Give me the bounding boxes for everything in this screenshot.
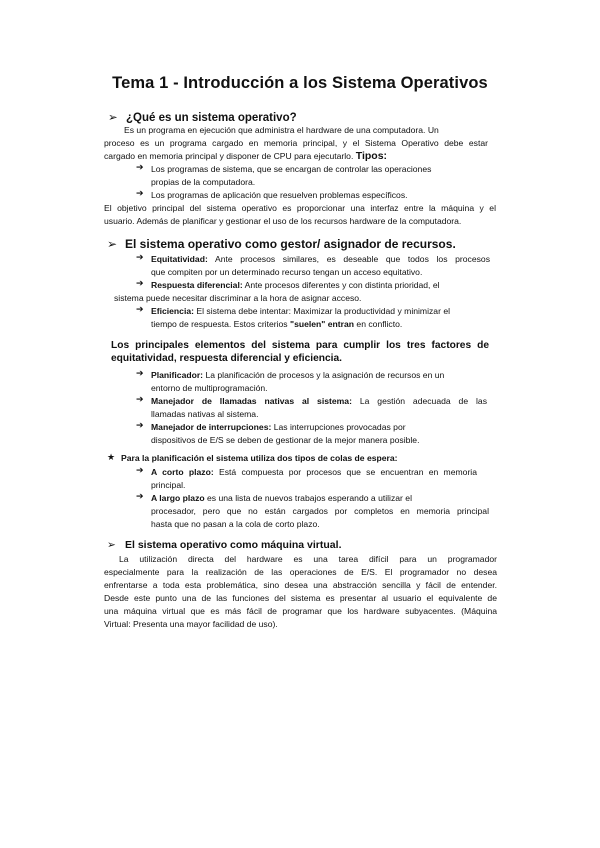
- queue-text: Está compuesta por procesos que se encuentran en memoria: [218, 467, 477, 477]
- criterion-text: Ante procesos diferentes y con distinta prioridad, el: [244, 280, 440, 290]
- section5-line: Virtual: Presenta una mayor facilidad de uso).: [104, 619, 278, 629]
- section1-line: proceso es un programa cargado en memoria principal, y el Sistema Operativo debe estar: [104, 138, 488, 148]
- queue-item: [151, 492, 412, 505]
- section1-line-text: cargado en memoria principal y disponer de CPU para ejecutarlo.: [104, 151, 354, 161]
- arrow-bullet-icon: ➔: [136, 278, 144, 288]
- section5-line: Desde este punto una de las funciones del sistema es presentar al usuario el equivalente de: [104, 593, 497, 603]
- quoted-emphasis: "suelen" entran: [290, 319, 355, 329]
- queue-continuation: hasta que no pasan a la cola de corto plazo.: [151, 519, 320, 529]
- arrow-bullet-icon: ➔: [136, 394, 144, 404]
- element-item: [151, 395, 487, 408]
- tipos-bullet: Los programas de sistema, que se encargan de controlar las operaciones: [151, 164, 432, 174]
- element-item: [151, 369, 444, 382]
- arrowhead-bullet-icon: ➢: [107, 237, 118, 251]
- element-continuation: dispositivos de E/S se deben de gestionar de la mejor manera posible.: [151, 435, 420, 445]
- arrow-bullet-icon: ➔: [136, 491, 144, 501]
- criterion-text: Ante procesos similares, es deseable que todos los procesos: [214, 254, 490, 264]
- document-title: Tema 1 - Introducción a los Sistema Operativos: [112, 74, 488, 92]
- queue-continuation: procesador, pero que no están cargados por completos en memoria principal: [151, 506, 489, 516]
- queue-label: A corto plazo:: [151, 467, 214, 477]
- tipos-bullet: Los programas de aplicación que resuelven problemas específicos.: [151, 190, 408, 200]
- star-bullet-icon: ★: [107, 452, 116, 462]
- section5-line: enfrentarse a toda esta problemática, sino desea una abstracción sencilla y fácil de entender.: [104, 580, 497, 590]
- element-text: Las interrupciones provocadas por: [273, 422, 406, 432]
- criterion-label: Equitatividad:: [151, 254, 208, 264]
- criterion-label: Eficiencia:: [151, 306, 194, 316]
- arrow-bullet-icon: ➔: [136, 420, 144, 430]
- element-label: Planificador:: [151, 370, 204, 380]
- section5-heading-text: El sistema operativo como máquina virtual.: [125, 539, 342, 551]
- arrow-bullet-icon: ➔: [136, 304, 144, 314]
- queue-text: es una lista de nuevos trabajos esperando a utilizar el: [207, 493, 412, 503]
- section5-heading: [107, 539, 341, 551]
- section1-line: [104, 150, 387, 163]
- criterion-item: [151, 279, 440, 292]
- criterion-item: [151, 305, 450, 318]
- section5-line: especialmente para la realización de las operaciones de E/S. El programador no desea: [104, 567, 497, 577]
- section1-closing-line: El objetivo principal del sistema operativo es proporcionar una interfaz entre la máquina y el: [104, 203, 496, 213]
- arrow-bullet-icon: ➔: [136, 252, 144, 262]
- element-continuation: llamadas nativas al sistema.: [151, 409, 259, 419]
- section1-closing-line: usuario. Además de planificar y gestionar el uso de los recursos hardware de la computadora.: [104, 216, 462, 226]
- criterion-item: [151, 253, 490, 266]
- queue-label: A largo plazo: [151, 493, 205, 503]
- queue-continuation: principal.: [151, 480, 186, 490]
- arrowhead-bullet-icon: ➢: [108, 112, 118, 124]
- element-label: Manejador de interrupciones:: [151, 422, 272, 432]
- section1-line: Es un programa en ejecución que administra el hardware de una computadora. Un: [124, 125, 439, 135]
- section3-intro-line: equitatividad, respuesta diferencial y eficiencia.: [111, 353, 343, 364]
- section4-heading: Para la planificación el sistema utiliza dos tipos de colas de espera:: [121, 453, 398, 463]
- section2-heading: [107, 237, 456, 251]
- arrowhead-bullet-icon: ➢: [107, 539, 116, 551]
- arrow-bullet-icon: ➔: [136, 465, 144, 475]
- tipos-bullet-continuation: propias de la computadora.: [151, 177, 256, 187]
- section3-intro-line: Los principales elementos del sistema para cumplir los tres factores de: [111, 340, 489, 351]
- element-item: [151, 421, 406, 434]
- section1-heading-text: ¿Qué es un sistema operativo?: [126, 112, 297, 124]
- criterion-label: Respuesta diferencial:: [151, 280, 243, 290]
- section1-heading: [108, 110, 297, 124]
- criterion-text: El sistema debe intentar: Maximizar la productividad y minimizar el: [196, 306, 451, 316]
- criterion-text: en conflicto.: [356, 319, 403, 329]
- element-text: La gestión adecuada de las: [359, 396, 487, 406]
- element-label: Manejador de llamadas nativas al sistema:: [151, 396, 352, 406]
- criterion-continuation: [151, 318, 402, 331]
- arrow-bullet-icon: ➔: [136, 368, 144, 378]
- criterion-text: tiempo de respuesta. Estos criterios: [151, 319, 288, 329]
- arrow-bullet-icon: ➔: [136, 162, 144, 172]
- section5-line: La utilización directa del hardware es una tarea difícil para un programador: [119, 554, 497, 564]
- element-continuation: entorno de multiprogramación.: [151, 383, 268, 393]
- section2-heading-text: El sistema operativo como gestor/ asignador de recursos.: [125, 237, 456, 251]
- section5-line: una máquina virtual que es más fácil de programar que los hardware subyacentes. (Máquina: [104, 606, 497, 616]
- criterion-continuation: que compiten por un determinado recurso tengan un acceso equitativo.: [151, 267, 423, 277]
- element-text: La planificación de procesos y la asignación de recursos en un: [205, 370, 445, 380]
- queue-item: [151, 466, 477, 479]
- criterion-continuation: sistema puede necesitar discriminar a la hora de asignar acceso.: [114, 293, 362, 303]
- tipos-label: Tipos:: [355, 150, 388, 162]
- arrow-bullet-icon: ➔: [136, 188, 144, 198]
